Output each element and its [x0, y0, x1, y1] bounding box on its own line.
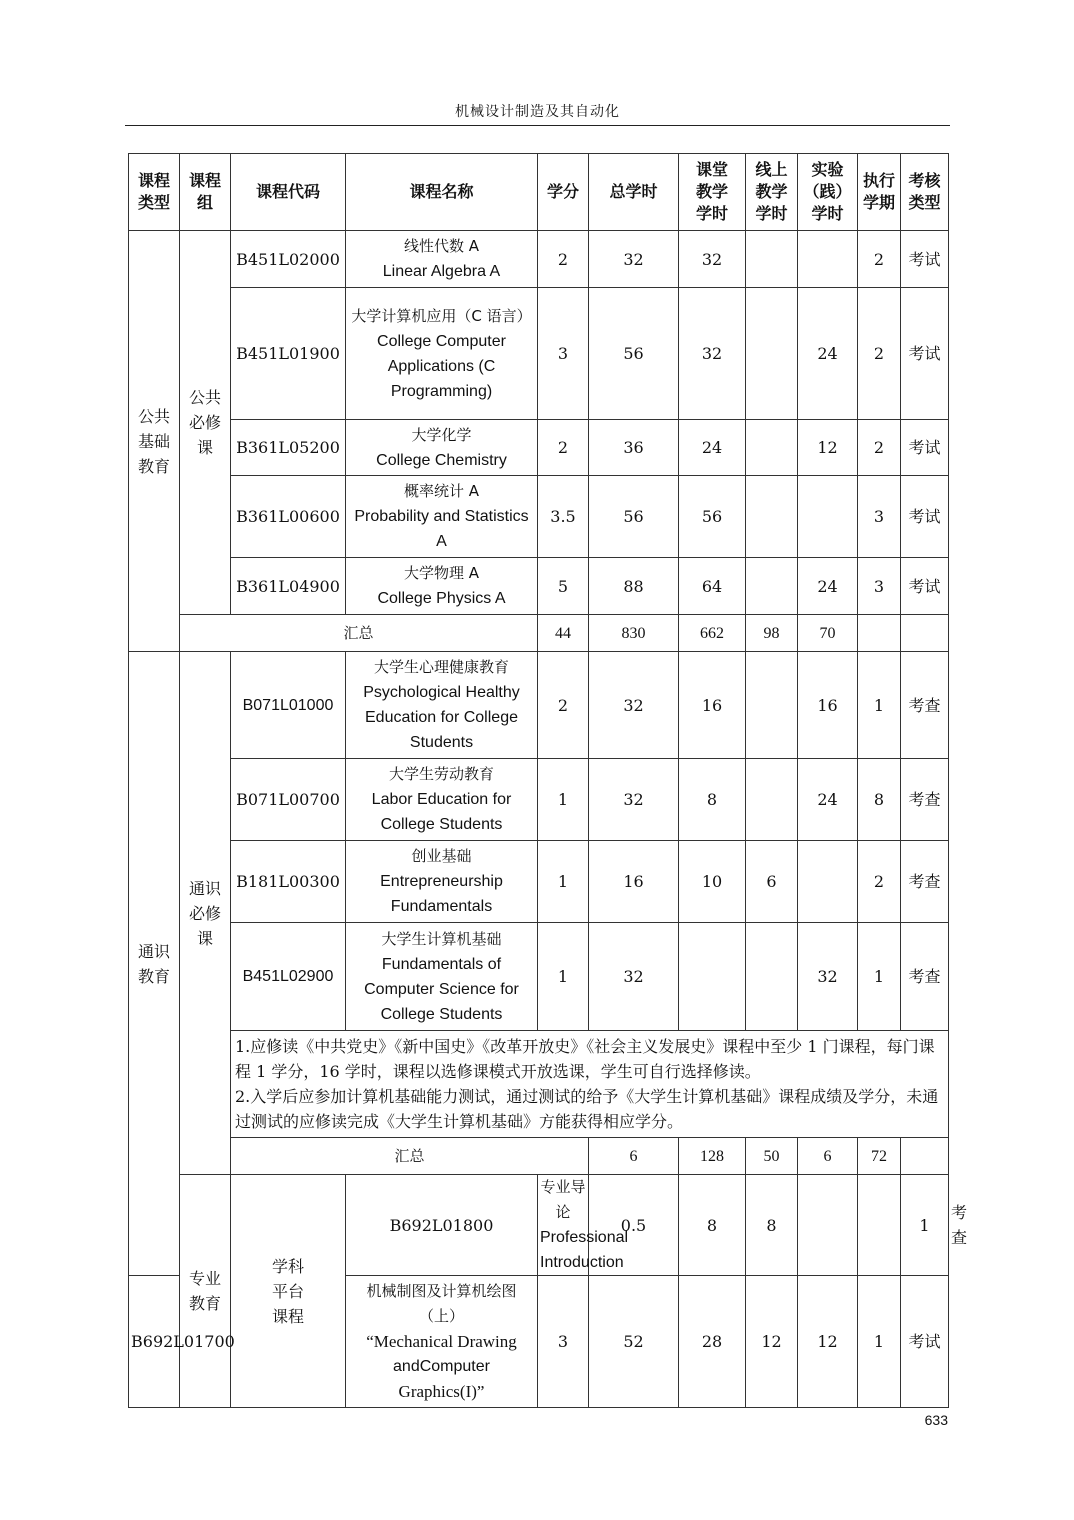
credits: 2 [538, 231, 589, 288]
course-code: B181L00300 [231, 841, 346, 923]
summary-exam [901, 615, 949, 652]
lab-hours [798, 476, 858, 558]
course-code: B451L02900 [231, 923, 346, 1031]
term: 8 [858, 759, 901, 841]
exam-type: 考查 [901, 759, 949, 841]
credits: 3 [538, 288, 589, 420]
class-hours: 16 [679, 652, 746, 759]
class-hours: 24 [679, 420, 746, 476]
summary-online-hours: 98 [746, 615, 798, 652]
term: 1 [901, 1175, 949, 1276]
course-code: B692L01800 [346, 1175, 538, 1276]
course-name: 大学物理 A College Physics A [346, 558, 538, 615]
col-header-class-hours: 课堂 教学 学时 [679, 154, 746, 231]
online-hours [746, 759, 798, 841]
col-header-course-group: 课程 组 [180, 154, 231, 231]
summary-total-hours: 128 [679, 1138, 746, 1175]
class-hours: 28 [679, 1276, 746, 1408]
total-hours: 32 [589, 231, 679, 288]
table-row [129, 420, 949, 476]
course-name: 创业基础 Entrepreneurship Fundamentals [346, 841, 538, 923]
class-hours: 8 [679, 759, 746, 841]
course-group-cell: 公共 必修 课 [180, 231, 231, 615]
course-code: B071L00700 [231, 759, 346, 841]
table-row [129, 288, 949, 420]
course-code: B361L05200 [231, 420, 346, 476]
course-name: 大学计算机应用（C 语言） College Computer Applications (C Programming) [346, 288, 538, 420]
course-name: 大学化学 College Chemistry [346, 420, 538, 476]
exam-type: 考查 [901, 923, 949, 1031]
summary-term [901, 1138, 949, 1175]
online-hours [746, 476, 798, 558]
note-1: 1.应修读《中共党史》《新中国史》《改革开放史》《社会主义发展史》课程中至少 1 门课程，每门课程 1 学分，16 学时，课程以选修课模式开放选课，学生可自行选择修读。 [235, 1037, 935, 1081]
exam-type: 考试 [901, 558, 949, 615]
summary-credits: 6 [589, 1138, 679, 1175]
credits: 0.5 [589, 1175, 679, 1276]
lab-hours: 12 [798, 1276, 858, 1408]
header-row [129, 154, 949, 231]
col-header-course-name: 课程名称 [346, 154, 538, 231]
lab-hours [798, 841, 858, 923]
course-type-cell: 通识 教育 [129, 652, 180, 1276]
term: 2 [858, 231, 901, 288]
note-2: 2.入学后应参加计算机基础能力测试，通过测试的给予《大学生计算机基础》课程成绩及学分，未通过测试的应修读完成《大学生计算机基础》方能获得相应学分。 [235, 1087, 939, 1131]
col-header-credits: 学分 [538, 154, 589, 231]
credits: 1 [538, 841, 589, 923]
lab-hours [798, 231, 858, 288]
summary-lab-hours: 70 [798, 615, 858, 652]
term: 1 [858, 652, 901, 759]
exam-type: 考试 [901, 288, 949, 420]
summary-row [129, 1138, 949, 1175]
summary-class-hours: 50 [746, 1138, 798, 1175]
class-hours: 32 [679, 231, 746, 288]
course-name: 大学生劳动教育 Labor Education for College Students [346, 759, 538, 841]
col-header-course-type: 课程 类型 [129, 154, 180, 231]
table-row [129, 558, 949, 615]
page-number: 633 [924, 1412, 948, 1428]
online-hours [746, 288, 798, 420]
term: 1 [858, 1276, 901, 1408]
total-hours: 52 [589, 1276, 679, 1408]
credits: 5 [538, 558, 589, 615]
col-header-total-hours: 总学时 [589, 154, 679, 231]
credits: 2 [538, 652, 589, 759]
summary-lab-hours: 72 [858, 1138, 901, 1175]
summary-label: 汇总 [180, 615, 538, 652]
table-row [129, 923, 949, 1031]
class-hours: 8 [746, 1175, 798, 1276]
course-code: B361L04900 [231, 558, 346, 615]
notes-cell [231, 1031, 949, 1138]
table-row [129, 841, 949, 923]
term: 1 [858, 923, 901, 1031]
col-header-online-hours: 线上 教学 学时 [746, 154, 798, 231]
term: 2 [858, 288, 901, 420]
term: 3 [858, 558, 901, 615]
online-hours [798, 1175, 858, 1276]
col-header-lab-hours: 实验 （践） 学时 [798, 154, 858, 231]
col-header-term: 执行 学期 [858, 154, 901, 231]
lab-hours: 12 [798, 420, 858, 476]
course-group-cell: 学科 平台 课程 [231, 1175, 346, 1408]
exam-type: 考查 [901, 652, 949, 759]
total-hours: 16 [589, 841, 679, 923]
summary-credits: 44 [538, 615, 589, 652]
summary-online-hours: 6 [798, 1138, 858, 1175]
course-code: B361L00600 [231, 476, 346, 558]
exam-type: 考查 [901, 841, 949, 923]
course-code: B692L01700 [129, 1276, 180, 1408]
table-row [129, 652, 949, 759]
class-hours: 10 [679, 841, 746, 923]
lab-hours: 24 [798, 288, 858, 420]
class-hours: 56 [679, 476, 746, 558]
credits: 3 [538, 1276, 589, 1408]
credits: 3.5 [538, 476, 589, 558]
total-hours: 32 [589, 759, 679, 841]
table-row: 专业 教育 学科 平台 课程 B692L01800 专业导论 Professional Introduction 0.5 8 8 1 考查 [129, 1175, 949, 1276]
summary-total-hours: 830 [589, 615, 679, 652]
running-header: 机械设计制造及其自动化 [455, 104, 620, 120]
table-row [129, 231, 949, 288]
course-name: 大学生心理健康教育 Psychological Healthy Education for College Students [346, 652, 538, 759]
online-hours [746, 652, 798, 759]
class-hours: 64 [679, 558, 746, 615]
class-hours [679, 923, 746, 1031]
term: 2 [858, 420, 901, 476]
exam-type: 考试 [901, 476, 949, 558]
online-hours [746, 558, 798, 615]
summary-class-hours: 662 [679, 615, 746, 652]
table-row [129, 476, 949, 558]
course-name: 专业导论 Professional Introduction [538, 1175, 589, 1276]
notes-row [129, 1031, 949, 1138]
term: 2 [858, 841, 901, 923]
class-hours: 32 [679, 288, 746, 420]
summary-term [858, 615, 901, 652]
total-hours: 56 [589, 288, 679, 420]
online-hours: 12 [746, 1276, 798, 1408]
course-name: 大学生计算机基础 Fundamentals of Computer Science for College Students [346, 923, 538, 1031]
course-code: B451L01900 [231, 288, 346, 420]
online-hours [746, 420, 798, 476]
summary-label: 汇总 [231, 1138, 589, 1175]
total-hours: 36 [589, 420, 679, 476]
course-name: 机械制图及计算机绘图（上） “Mechanical Drawing andComputer Graphics(I)” [346, 1276, 538, 1408]
online-hours [746, 923, 798, 1031]
course-type-cell: 专业 教育 [180, 1175, 231, 1408]
lab-hours [858, 1175, 901, 1276]
credits: 1 [538, 759, 589, 841]
lab-hours: 16 [798, 652, 858, 759]
exam-type: 考试 [901, 1276, 949, 1408]
total-hours: 56 [589, 476, 679, 558]
online-hours: 6 [746, 841, 798, 923]
course-table [128, 153, 968, 1408]
course-code: B451L02000 [231, 231, 346, 288]
course-group-cell: 通识 必修 课 [180, 652, 231, 1175]
credits: 1 [538, 923, 589, 1031]
col-header-exam-type: 考核 类型 [901, 154, 949, 231]
table-row [129, 759, 949, 841]
lab-hours: 32 [798, 923, 858, 1031]
summary-row [129, 615, 949, 652]
online-hours [746, 231, 798, 288]
col-header-course-code: 课程代码 [231, 154, 346, 231]
course-name: 线性代数 A Linear Algebra A [346, 231, 538, 288]
course-type-cell: 公共 基础 教育 [129, 231, 180, 652]
total-hours: 8 [679, 1175, 746, 1276]
total-hours: 88 [589, 558, 679, 615]
credits: 2 [538, 420, 589, 476]
lab-hours: 24 [798, 558, 858, 615]
exam-type: 考试 [901, 420, 949, 476]
term: 3 [858, 476, 901, 558]
total-hours: 32 [589, 923, 679, 1031]
exam-type: 考试 [901, 231, 949, 288]
total-hours: 32 [589, 652, 679, 759]
lab-hours: 24 [798, 759, 858, 841]
course-code: B071L01000 [231, 652, 346, 759]
header-rule [125, 125, 950, 126]
course-name: 概率统计 A Probability and Statistics A [346, 476, 538, 558]
